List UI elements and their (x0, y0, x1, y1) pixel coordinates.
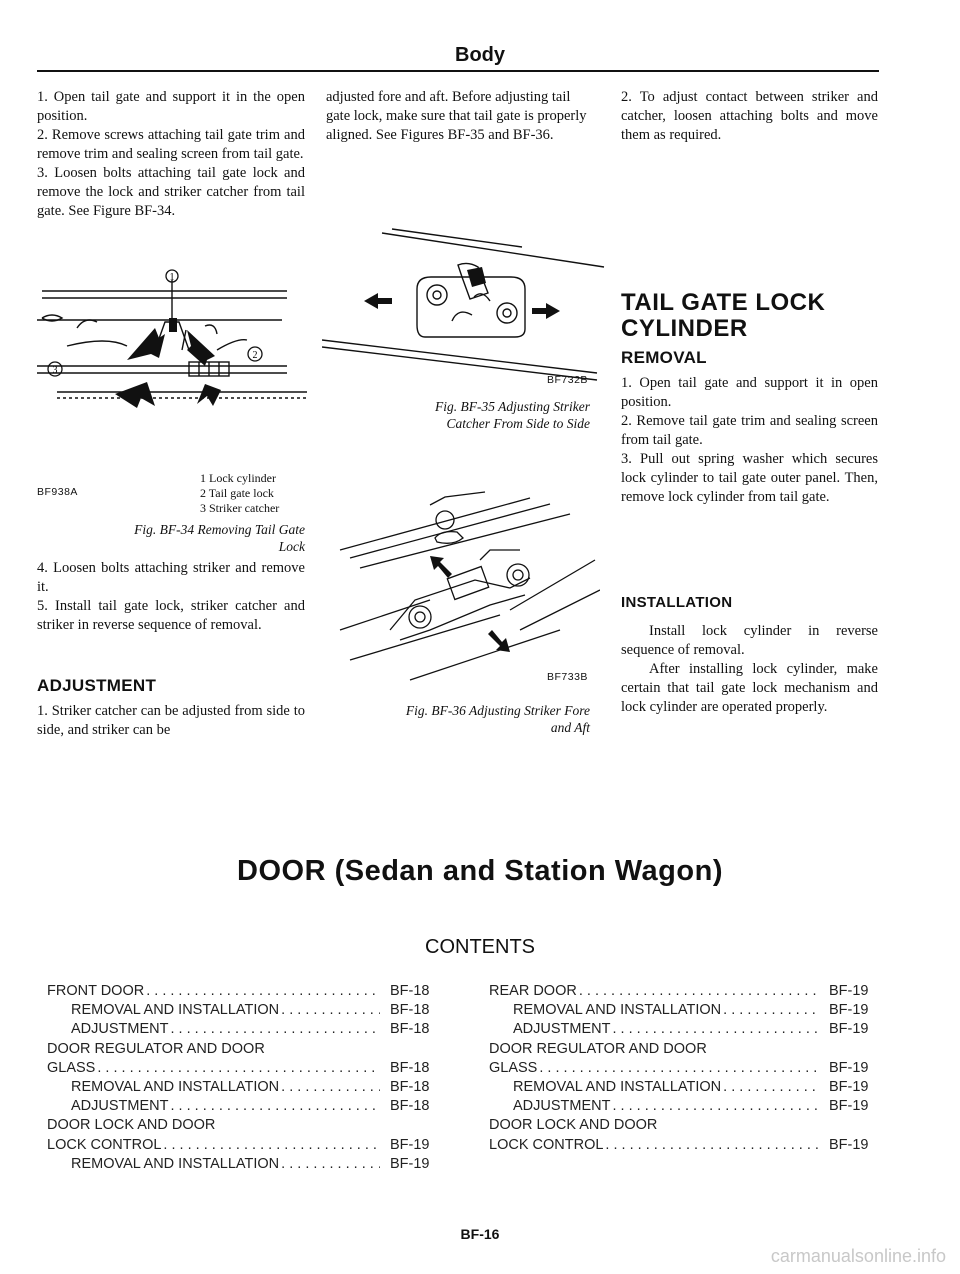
figure-code-bf733b: BF733B (547, 671, 588, 683)
right-step2: 2. To adjust contact between striker and catcher, loosen attaching bolts and move them as required. (621, 89, 878, 143)
step-text: 2. Remove tail gate trim and sealing screen from tail gate. (621, 413, 878, 448)
toc-entry-page: BF-19 (829, 1098, 869, 1115)
installation-text (621, 622, 878, 717)
watermark: carmanualsonline.info (770, 1246, 946, 1266)
toc-entry-page: BF-18 (390, 983, 430, 999)
step-text: 3. Loosen bolts attaching tail gate lock and remove the lock and striker catcher from tail gate. See Figure BF-34. (37, 165, 305, 219)
heading-line: CYLINDER (621, 315, 748, 342)
toc-entry-page: BF-19 (390, 1136, 430, 1153)
toc-entry-label: FRONT DOOR (47, 983, 145, 999)
caption-line: and Aft (550, 720, 590, 735)
toc-entry-label: DOOR REGULATOR AND DOOR (489, 1040, 707, 1057)
left-steps-bottom (37, 559, 305, 635)
tail-gate-lock-cylinder-heading (621, 290, 825, 342)
door-section-title: DOOR (Sedan and Station Wagon) (237, 855, 723, 887)
toc-entry-label: REMOVAL AND INSTALLATION (513, 1079, 722, 1096)
header-rule (37, 70, 879, 72)
striker-fore-aft-figure (330, 490, 600, 685)
toc-entry-label: GLASS (47, 1059, 96, 1076)
paragraph: Install lock cylinder in reverse sequence of removal. (621, 623, 878, 658)
toc-entry (47, 1040, 442, 1059)
toc-entry (47, 1078, 442, 1097)
removal-steps (621, 374, 878, 507)
tail-gate-lock-figure (37, 258, 312, 423)
adjustment-text: 1. Striker catcher can be adjusted from side to side, and striker can be (37, 703, 305, 738)
toc-leader-dots (610, 1020, 819, 1039)
adjustment-heading: ADJUSTMENT (37, 676, 157, 695)
page-header-title: Body (455, 44, 505, 66)
toc-leader-dots (279, 1078, 380, 1097)
toc-entry (489, 1078, 881, 1097)
toc-entry-page: BF-19 (829, 1079, 869, 1096)
step-text: 2. Remove screws attaching tail gate trim and remove trim and sealing screen from tail gate. (37, 127, 305, 162)
toc-entry (47, 1001, 442, 1020)
toc-entry (489, 1040, 881, 1059)
toc-entry-label: ADJUSTMENT (513, 1098, 611, 1115)
step-text: 4. Loosen bolts attaching striker and remove it. (37, 560, 305, 595)
figure-caption-bf35 (326, 398, 590, 432)
toc-entry-page: BF-19 (390, 1155, 430, 1172)
toc-entry-label: REMOVAL AND INSTALLATION (71, 1002, 280, 1019)
legend-item: 1 Lock cylinder (200, 471, 276, 485)
toc-entry (489, 1136, 881, 1155)
toc-entry-label: ADJUSTMENT (71, 1098, 169, 1115)
toc-entry-page: BF-19 (829, 1002, 869, 1019)
toc-entry (47, 1155, 442, 1174)
toc-leader-dots (144, 982, 380, 1001)
toc-entry-label: REMOVAL AND INSTALLATION (513, 1002, 722, 1019)
toc-entry-label: GLASS (489, 1059, 538, 1076)
caption-line: Fig. BF-35 Adjusting Striker (435, 399, 590, 414)
installation-heading: INSTALLATION (621, 594, 733, 611)
middle-intro: adjusted fore and aft. Before adjusting tail gate lock, make sure that tail gate is properly aligned. See Figures BF-35 and BF-36. (326, 89, 587, 143)
figure-code-bf938a: BF938A (37, 486, 78, 498)
toc-entry-page: BF-18 (390, 1079, 430, 1096)
toc-entry (47, 1097, 442, 1116)
toc-entry (47, 1059, 442, 1078)
toc-entry (489, 982, 881, 1001)
toc-entry (489, 1020, 881, 1039)
figure-caption-bf34 (100, 521, 305, 555)
toc-leader-dots (168, 1020, 380, 1039)
toc-entry (489, 1001, 881, 1020)
toc-entry-label: DOOR LOCK AND DOOR (47, 1117, 216, 1134)
caption-line: Catcher From Side to Side (446, 416, 590, 431)
caption-line: Fig. BF-34 Removing Tail Gate (134, 522, 305, 537)
toc-entry (47, 1116, 442, 1135)
step-text: 5. Install tail gate lock, striker catcher and striker in reverse sequence of removal. (37, 598, 305, 633)
step-text: 1. Open tail gate and support it in the open position. (37, 89, 305, 124)
toc-entry-label: DOOR LOCK AND DOOR (489, 1117, 658, 1134)
toc-entry-label: DOOR REGULATOR AND DOOR (47, 1040, 265, 1057)
toc-leader-dots (721, 1078, 819, 1097)
toc-right-column (489, 982, 881, 1155)
callout-1: 1 (169, 272, 175, 283)
toc-entry-label: ADJUSTMENT (513, 1021, 611, 1038)
toc-entry (47, 982, 442, 1001)
step-text: 3. Pull out spring washer which secures lock cylinder to tail gate outer panel. Then, remove lock cylinder from tail gate. (621, 451, 878, 505)
toc-entry-label: LOCK CONTROL (489, 1136, 604, 1153)
toc-leader-dots (603, 1136, 819, 1155)
toc-entry-page: BF-18 (390, 1002, 430, 1019)
toc-entry-label: REAR DOOR (489, 983, 577, 999)
caption-line: Lock (278, 539, 305, 554)
toc-entry-page: BF-18 (390, 1021, 430, 1038)
toc-entry (489, 1059, 881, 1078)
toc-leader-dots (721, 1001, 819, 1020)
callout-2: 2 (252, 350, 258, 361)
toc-entry-page: BF-19 (829, 983, 869, 999)
toc-leader-dots (168, 1097, 380, 1116)
toc-leader-dots (577, 982, 819, 1001)
toc-leader-dots (537, 1059, 819, 1078)
toc-entry (47, 1136, 442, 1155)
toc-entry (489, 1116, 881, 1135)
toc-leader-dots (161, 1136, 380, 1155)
figure-legend (200, 471, 279, 516)
left-steps-top (37, 88, 305, 221)
toc-leader-dots (279, 1001, 380, 1020)
toc-left-column (47, 982, 442, 1174)
page-number: BF-16 (460, 1226, 500, 1242)
toc-entry-page: BF-19 (829, 1021, 869, 1038)
toc-entry-page: BF-18 (390, 1059, 430, 1076)
paragraph: After installing lock cylinder, make certain that tail gate lock mechanism and lock cylinder are operated properly. (621, 661, 878, 715)
toc-entry (47, 1020, 442, 1039)
contents-title: CONTENTS (425, 936, 535, 958)
removal-heading: REMOVAL (621, 348, 707, 367)
toc-leader-dots (279, 1155, 380, 1174)
striker-catcher-side-figure (322, 225, 607, 390)
toc-entry-label: LOCK CONTROL (47, 1136, 162, 1153)
figure-code-bf732b: BF732B (547, 374, 588, 386)
step-text: 1. Open tail gate and support it in open position. (621, 375, 878, 410)
caption-line: Fig. BF-36 Adjusting Striker Fore (405, 703, 590, 718)
legend-item: 3 Striker catcher (200, 501, 280, 515)
toc-entry-label: ADJUSTMENT (71, 1021, 169, 1038)
toc-entry (489, 1097, 881, 1116)
callout-3: 3 (52, 365, 58, 376)
heading-line: TAIL GATE LOCK (621, 289, 826, 316)
toc-entry-page: BF-19 (829, 1136, 869, 1153)
toc-entry-page: BF-19 (829, 1059, 869, 1076)
toc-entry-page: BF-18 (390, 1098, 430, 1115)
toc-entry-label: REMOVAL AND INSTALLATION (71, 1079, 280, 1096)
toc-entry-label: REMOVAL AND INSTALLATION (71, 1155, 280, 1172)
legend-item: 2 Tail gate lock (200, 486, 274, 500)
toc-leader-dots (95, 1059, 380, 1078)
toc-leader-dots (610, 1097, 819, 1116)
figure-caption-bf36 (326, 702, 590, 736)
